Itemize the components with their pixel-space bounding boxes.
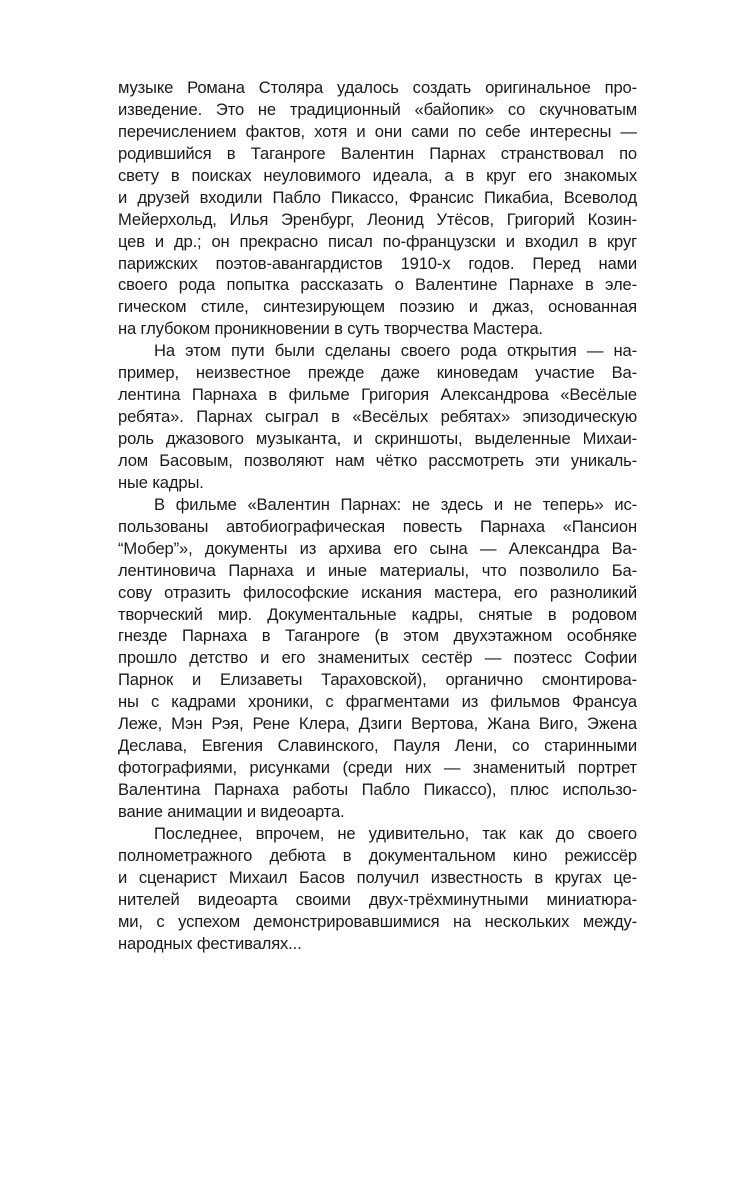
- text-line: На этом пути были сделаны своего рода открытия — на-: [154, 341, 637, 361]
- page-body-text: [118, 77, 637, 955]
- text-line: лом Басовым, позволяют нам чётко рассмотреть эти уникаль-: [118, 450, 637, 470]
- text-line: цев и др.; он прекрасно писал по-французски и входил в круг: [118, 231, 637, 251]
- paragraph: [118, 823, 637, 955]
- text-line: свету в поисках неуловимого идеала, а в круг его знакомых: [118, 165, 637, 185]
- text-line: “Мобер”», документы из архива его сына — Александра Ва-: [118, 538, 637, 558]
- text-line: роль джазового музыканта, и скриншоты, выделенные Михаи-: [118, 429, 637, 448]
- text-line: парижских поэтов-авангардистов 1910-х годов. Перед нами: [118, 253, 637, 273]
- text-line: ные кадры.: [118, 472, 204, 492]
- text-line: творческий мир. Документальные кадры, снятые в родовом: [118, 604, 637, 624]
- text-line: Мейерхольд, Илья Эренбург, Леонид Утёсов, Григорий Козин-: [118, 209, 637, 229]
- paragraph: [118, 77, 637, 340]
- paragraph: [118, 340, 637, 494]
- text-line: перечислением фактов, хотя и они сами по себе интересны —: [118, 121, 637, 141]
- text-line: прошло детство и его знаменитых сестёр — поэтесс Софии: [118, 648, 637, 668]
- text-line: гическом стиле, синтезирующем поэзию и джаз, основанная: [118, 297, 637, 317]
- text-line: народных фестивалях...: [118, 933, 302, 953]
- text-line: нителей видеоарта своими двух-трёхминутными миниатюра-: [118, 889, 637, 909]
- text-line: В фильме «Валентин Парнах: не здесь и не теперь» ис-: [154, 494, 637, 514]
- text-line: ны с кадрами хроники, с фрагментами из фильмов Франсуа: [118, 692, 637, 712]
- text-line: музыке Романа Столяра удалось создать оригинальное про-: [118, 78, 637, 97]
- text-line: пользованы автобиографическая повесть Парнаха «Пансион: [118, 516, 637, 536]
- text-line: ми, с успехом демонстрировавшимися на нескольких между-: [118, 911, 637, 931]
- text-line: на глубоком проникновении в суть творчества Мастера.: [118, 319, 543, 339]
- text-line: ребята». Парнах сыграл в «Весёлых ребятах» эпизодическую: [118, 407, 637, 427]
- text-line: гнезде Парнаха в Таганроге (в этом двухэтажном особняке: [118, 626, 637, 646]
- text-line: и друзей входили Пабло Пикассо, Франсис Пикабиа, Всеволод: [118, 187, 637, 207]
- text-line: изведение. Это не традиционный «байопик» со скучноватым: [118, 99, 637, 119]
- text-line: лентиновича Парнаха и иные материалы, что позволило Ба-: [118, 560, 637, 580]
- text-line: лентина Парнаха в фильме Григория Александрова «Весёлые: [118, 385, 637, 405]
- text-line: пример, неизвестное прежде даже киноведам участие Ва-: [118, 363, 637, 383]
- text-line: Парнок и Елизаветы Тараховской), органично смонтирова-: [118, 670, 637, 690]
- text-line: Валентина Парнаха работы Пабло Пикассо), плюс использо-: [118, 780, 637, 799]
- text-line: полнометражного дебюта в документальном кино режиссёр: [118, 845, 637, 865]
- text-line: вание анимации и видеоарта.: [118, 801, 345, 821]
- text-line: своего рода попытка рассказать о Валентине Парнахе в эле-: [118, 275, 637, 295]
- text-line: Леже, Мэн Рэя, Рене Клера, Дзиги Вертова, Жана Виго, Эжена: [118, 714, 637, 734]
- text-line: Деслава, Евгения Славинского, Пауля Лени, со старинными: [118, 736, 637, 756]
- paragraph: [118, 494, 637, 823]
- text-line: фотографиями, рисунками (среди них — знаменитый портрет: [118, 758, 637, 778]
- text-line: и сценарист Михаил Басов получил известность в кругах це-: [118, 867, 637, 887]
- text-line: сову отразить философские искания мастера, его разноликий: [118, 582, 637, 602]
- text-line: родившийся в Таганроге Валентин Парнах странствовал по: [118, 143, 637, 163]
- text-line: Последнее, впрочем, не удивительно, так как до своего: [154, 823, 637, 843]
